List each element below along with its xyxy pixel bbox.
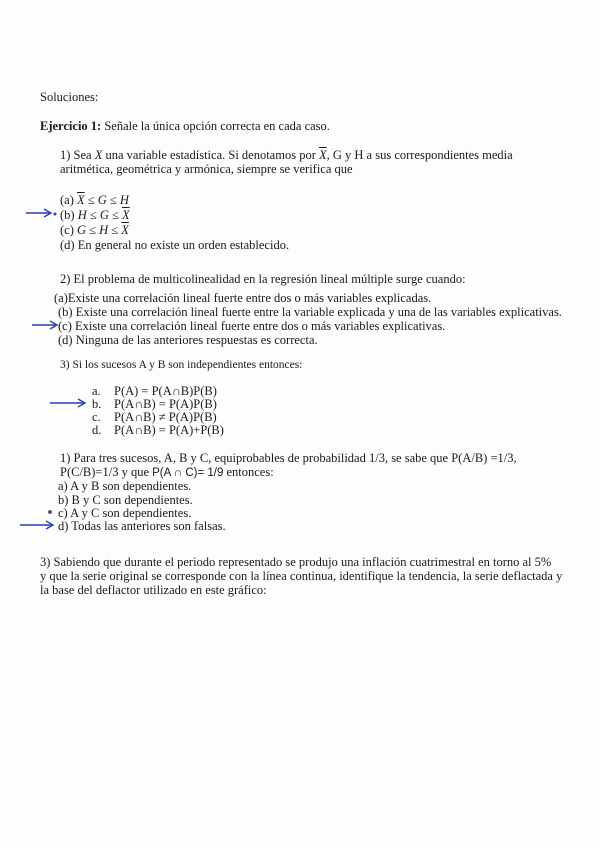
- q5-line3: la base del deflactor utilizado en este gráfico:: [40, 583, 267, 597]
- exercise-instruction: Señale la única opción correcta en cada caso.: [104, 119, 330, 133]
- exercise-heading: [40, 119, 330, 133]
- q1-option-a-label: (a): [60, 193, 74, 207]
- q3-option-c-text: P(A∩B) ≠ P(A)P(B): [114, 410, 217, 424]
- scan-speck: [48, 510, 52, 514]
- q1-text-b: una variable estadística. Si denotamos por: [105, 148, 316, 162]
- q1-line1: [60, 148, 513, 162]
- exercise-label: Ejercicio 1:: [40, 119, 102, 133]
- q1-option-c-xbar: $\overline{X}$: [121, 223, 129, 237]
- q4-line2-b: P(A ∩ C)= 1/9: [152, 467, 224, 479]
- q1-option-b-xbar: $\overline{X}$: [121, 208, 130, 222]
- q1-var-x: X: [94, 148, 103, 162]
- q3-option-b-label: b.: [92, 397, 102, 411]
- q3-option-b: [92, 397, 217, 411]
- q1-text-c: , G y H a sus correspondientes media: [326, 148, 513, 162]
- q1-option-b-rest: H ≤ G ≤: [77, 208, 119, 222]
- q1-option-b-label: (b): [60, 208, 75, 222]
- q1-number: 1): [60, 148, 71, 162]
- answer-arrow-icon: [48, 396, 92, 410]
- q4-option-a: a) A y B son dependientes.: [58, 479, 192, 493]
- q3-option-d: [92, 423, 224, 437]
- q2-option-a: (a)Existe una correlación lineal fuerte entre dos o más variables explicadas.: [54, 291, 432, 305]
- q1-option-c-rest: G ≤ H ≤: [77, 223, 119, 237]
- answer-arrow-icon: [18, 518, 60, 532]
- q3-option-d-text: P(A∩B) = P(A)+P(B): [114, 423, 224, 437]
- q4-line2-a: P(C/B)=1/3 y que: [60, 465, 153, 479]
- q4-option-b: b) B y C son dependientes.: [58, 493, 193, 507]
- q4-line2: [60, 465, 274, 480]
- page-title: Soluciones:: [40, 90, 99, 104]
- answer-arrow-icon: [30, 318, 60, 332]
- q1-option-a: [60, 193, 129, 207]
- q3-header: 3) Si los sucesos A y B son independientes entonces:: [60, 359, 303, 371]
- q3-option-c-label: c.: [92, 410, 101, 424]
- q1-option-c-label: (c): [60, 223, 74, 237]
- q1-option-a-rest: ≤ G ≤ H: [87, 193, 129, 207]
- q4-line2-c: entonces:: [223, 465, 274, 479]
- q3-option-c: [92, 410, 217, 424]
- q1-xbar: $\overline{X}$: [318, 148, 327, 162]
- q3-option-a: [92, 384, 217, 398]
- q1-option-a-xbar: $\overline{X}$: [77, 193, 85, 207]
- q2-option-c: (c) Existe una correlación lineal fuerte entre dos o más variables explicativas.: [58, 319, 446, 333]
- q2-option-b: (b) Existe una correlación lineal fuerte entre la variable explicada y una de las variables explicativas.: [58, 305, 562, 319]
- q3-option-a-text: P(A) = P(A∩B)P(B): [114, 384, 217, 398]
- q1-option-d: (d) En general no existe un orden establecido.: [60, 238, 290, 252]
- q3-option-b-text: P(A∩B) = P(A)P(B): [114, 397, 217, 411]
- q4-option-d: d) Todas las anteriores son falsas.: [58, 519, 226, 533]
- q2-header: 2) El problema de multicolinealidad en la regresión lineal múltiple surge cuando:: [60, 272, 466, 286]
- q1-option-b: [60, 208, 130, 222]
- q1-text-a: Sea: [73, 148, 92, 162]
- q3-option-a-label: a.: [92, 384, 101, 398]
- q4-line1: 1) Para tres sucesos, A, B y C, equiprobables de probabilidad 1/3, se sabe que P(A/B) =1/3,: [60, 451, 517, 465]
- q1-line2: aritmética, geométrica y armónica, siempre se verifica que: [60, 162, 353, 176]
- q3-option-d-label: d.: [92, 423, 102, 437]
- q2-option-d: (d) Ninguna de las anteriores respuestas es correcta.: [58, 333, 318, 347]
- q5-line2: y que la serie original se corresponde con la línea continua, identifique la tendencia, la serie deflactada y: [40, 569, 563, 583]
- q5-line1: 3) Sabiendo que durante el periodo representado se produjo una inflación cuatrimestral en torno al 5%: [40, 555, 552, 569]
- q1-option-c: [60, 223, 129, 237]
- answer-arrow-icon: [24, 206, 60, 220]
- q4-option-c: c) A y C son dependientes.: [58, 506, 192, 520]
